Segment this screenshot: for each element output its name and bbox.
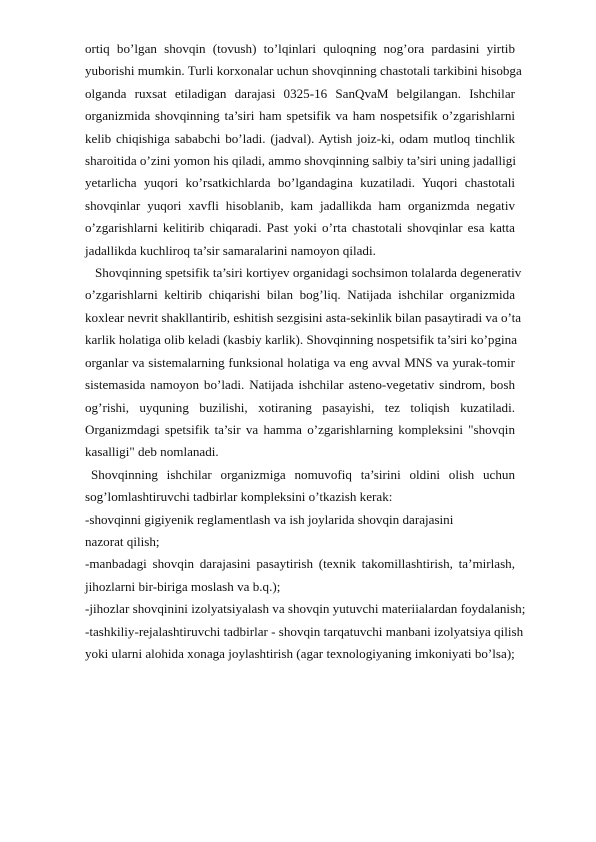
text-line: o’zgarishlarni keltirib chiqarishi bilan bog’liq. Natijada ishchilar organizmida (85, 287, 515, 303)
text-line: jihozlarni bir-biriga moslash va b.q.); (85, 578, 281, 594)
text-line: organizmida shovqinning ta’siri ham spetsifik va ham nospetsifik o’zgarishlarni (85, 108, 515, 124)
text-line: koxlear nevrit shakllantirib, eshitish sezgisini asta-sekinlik bilan pasaytiradi va o’ta (85, 309, 522, 325)
text-line: karlik holatiga olib keladi (kasbiy karlik). Shovqinning nospetsifik ta’siri ko’pgina (85, 332, 518, 348)
text-line: -tashkiliy-rejalashtiruvchi tadbirlar - shovqin tarqatuvchi manbani izolyatsiya qilish (85, 623, 524, 639)
text-line: og’rishi, uyquning buzilishi, xotiraning pasayishi, tez toliqish kuzatiladi. (85, 399, 515, 415)
text-line: -jihozlar shovqinini izolyatsiyalash va shovqin yutuvchi materiialardan foydalanish; (85, 601, 526, 617)
paragraph-specific-effects (85, 262, 522, 464)
text-line: Organizmdagi spetsifik ta’sir va hamma o’zgarishlarning kompleksini "shovqin (85, 421, 515, 437)
paragraph-prevention-intro (85, 464, 515, 509)
text-line: yetarlicha yuqori ko’rsatkichlarda bo’lgandagina kuzatiladi. Yuqori chastotali (85, 175, 515, 191)
text-line: kasalligi" deb nomlanadi. (85, 444, 219, 460)
text-line: sistemasida namoyon bo’ladi. Natijada ishchilar asteno-vegetativ sindrom, bosh (85, 377, 515, 393)
text-line: Shovqinning spetsifik ta’siri kortiyev organidagi sochsimon tolalarda degenerativ (95, 265, 522, 281)
text-line: sog’lomlashtiruvchi tadbirlar kompleksini o’tkazish kerak: (85, 489, 393, 505)
document-page (85, 38, 526, 665)
text-line: organlar va sistemalarning funksional holatiga va eng avval MNS va yurak-tomir (85, 354, 515, 370)
list-item-equipment-isolation (85, 598, 526, 620)
text-line: olganda ruxsat etiladigan darajasi 0325-16 SanQvaM belgilangan. Ishchilar (85, 85, 515, 101)
text-line: kelib chiqishiga sababchi bo’ladi. (jadval). Aytish joiz-ki, odam mutloq tinchlik (85, 130, 515, 146)
text-line: yuborishi mumkin. Turli korxonalar uchun shovqinning chastotali tarkibini hisobga (85, 63, 522, 79)
text-line: sharoitida o’zini yomon his qiladi, ammo shovqinning salbiy ta’siri uning jadalligi (85, 153, 516, 169)
text-line: o’zgarishlarni kelitirib chiqaradi. Past yoki o’rta chastotali shovqinlar esa katta (85, 220, 515, 236)
text-line: Shovqinning ishchilar organizmiga nomuvofiq ta’sirini oldini olish uchun (91, 466, 515, 482)
text-line: -manbadagi shovqin darajasini pasaytirish (texnik takomillashtirish, ta’mirlash, (85, 556, 515, 572)
text-line: jadallikda kuchliroq ta’sir samaralarini namoyon qiladi. (85, 242, 376, 258)
text-line: ortiq bo’lgan shovqin (tovush) to’lqinlari quloqning nog’ora pardasini yirtib (85, 41, 515, 56)
list-item-organizational-measures (85, 621, 524, 666)
list-item-source-reduction (85, 553, 515, 598)
text-line: -shovqinni gigiyenik reglamentlash va ish joylarida shovqin darajasini (85, 511, 454, 527)
text-line: yoki ularni alohida xonaga joylashtirish (agar texnologiyaning imkoniyati bo’lsa); (85, 645, 515, 661)
list-item-hygienic-regulation (85, 509, 515, 554)
paragraph-noise-effects (85, 38, 522, 262)
text-line: shovqinlar yuqori xavfli hisoblanib, kam jadallikda ham organizmda negativ (85, 197, 515, 213)
text-line: nazorat qilish; (85, 533, 160, 549)
